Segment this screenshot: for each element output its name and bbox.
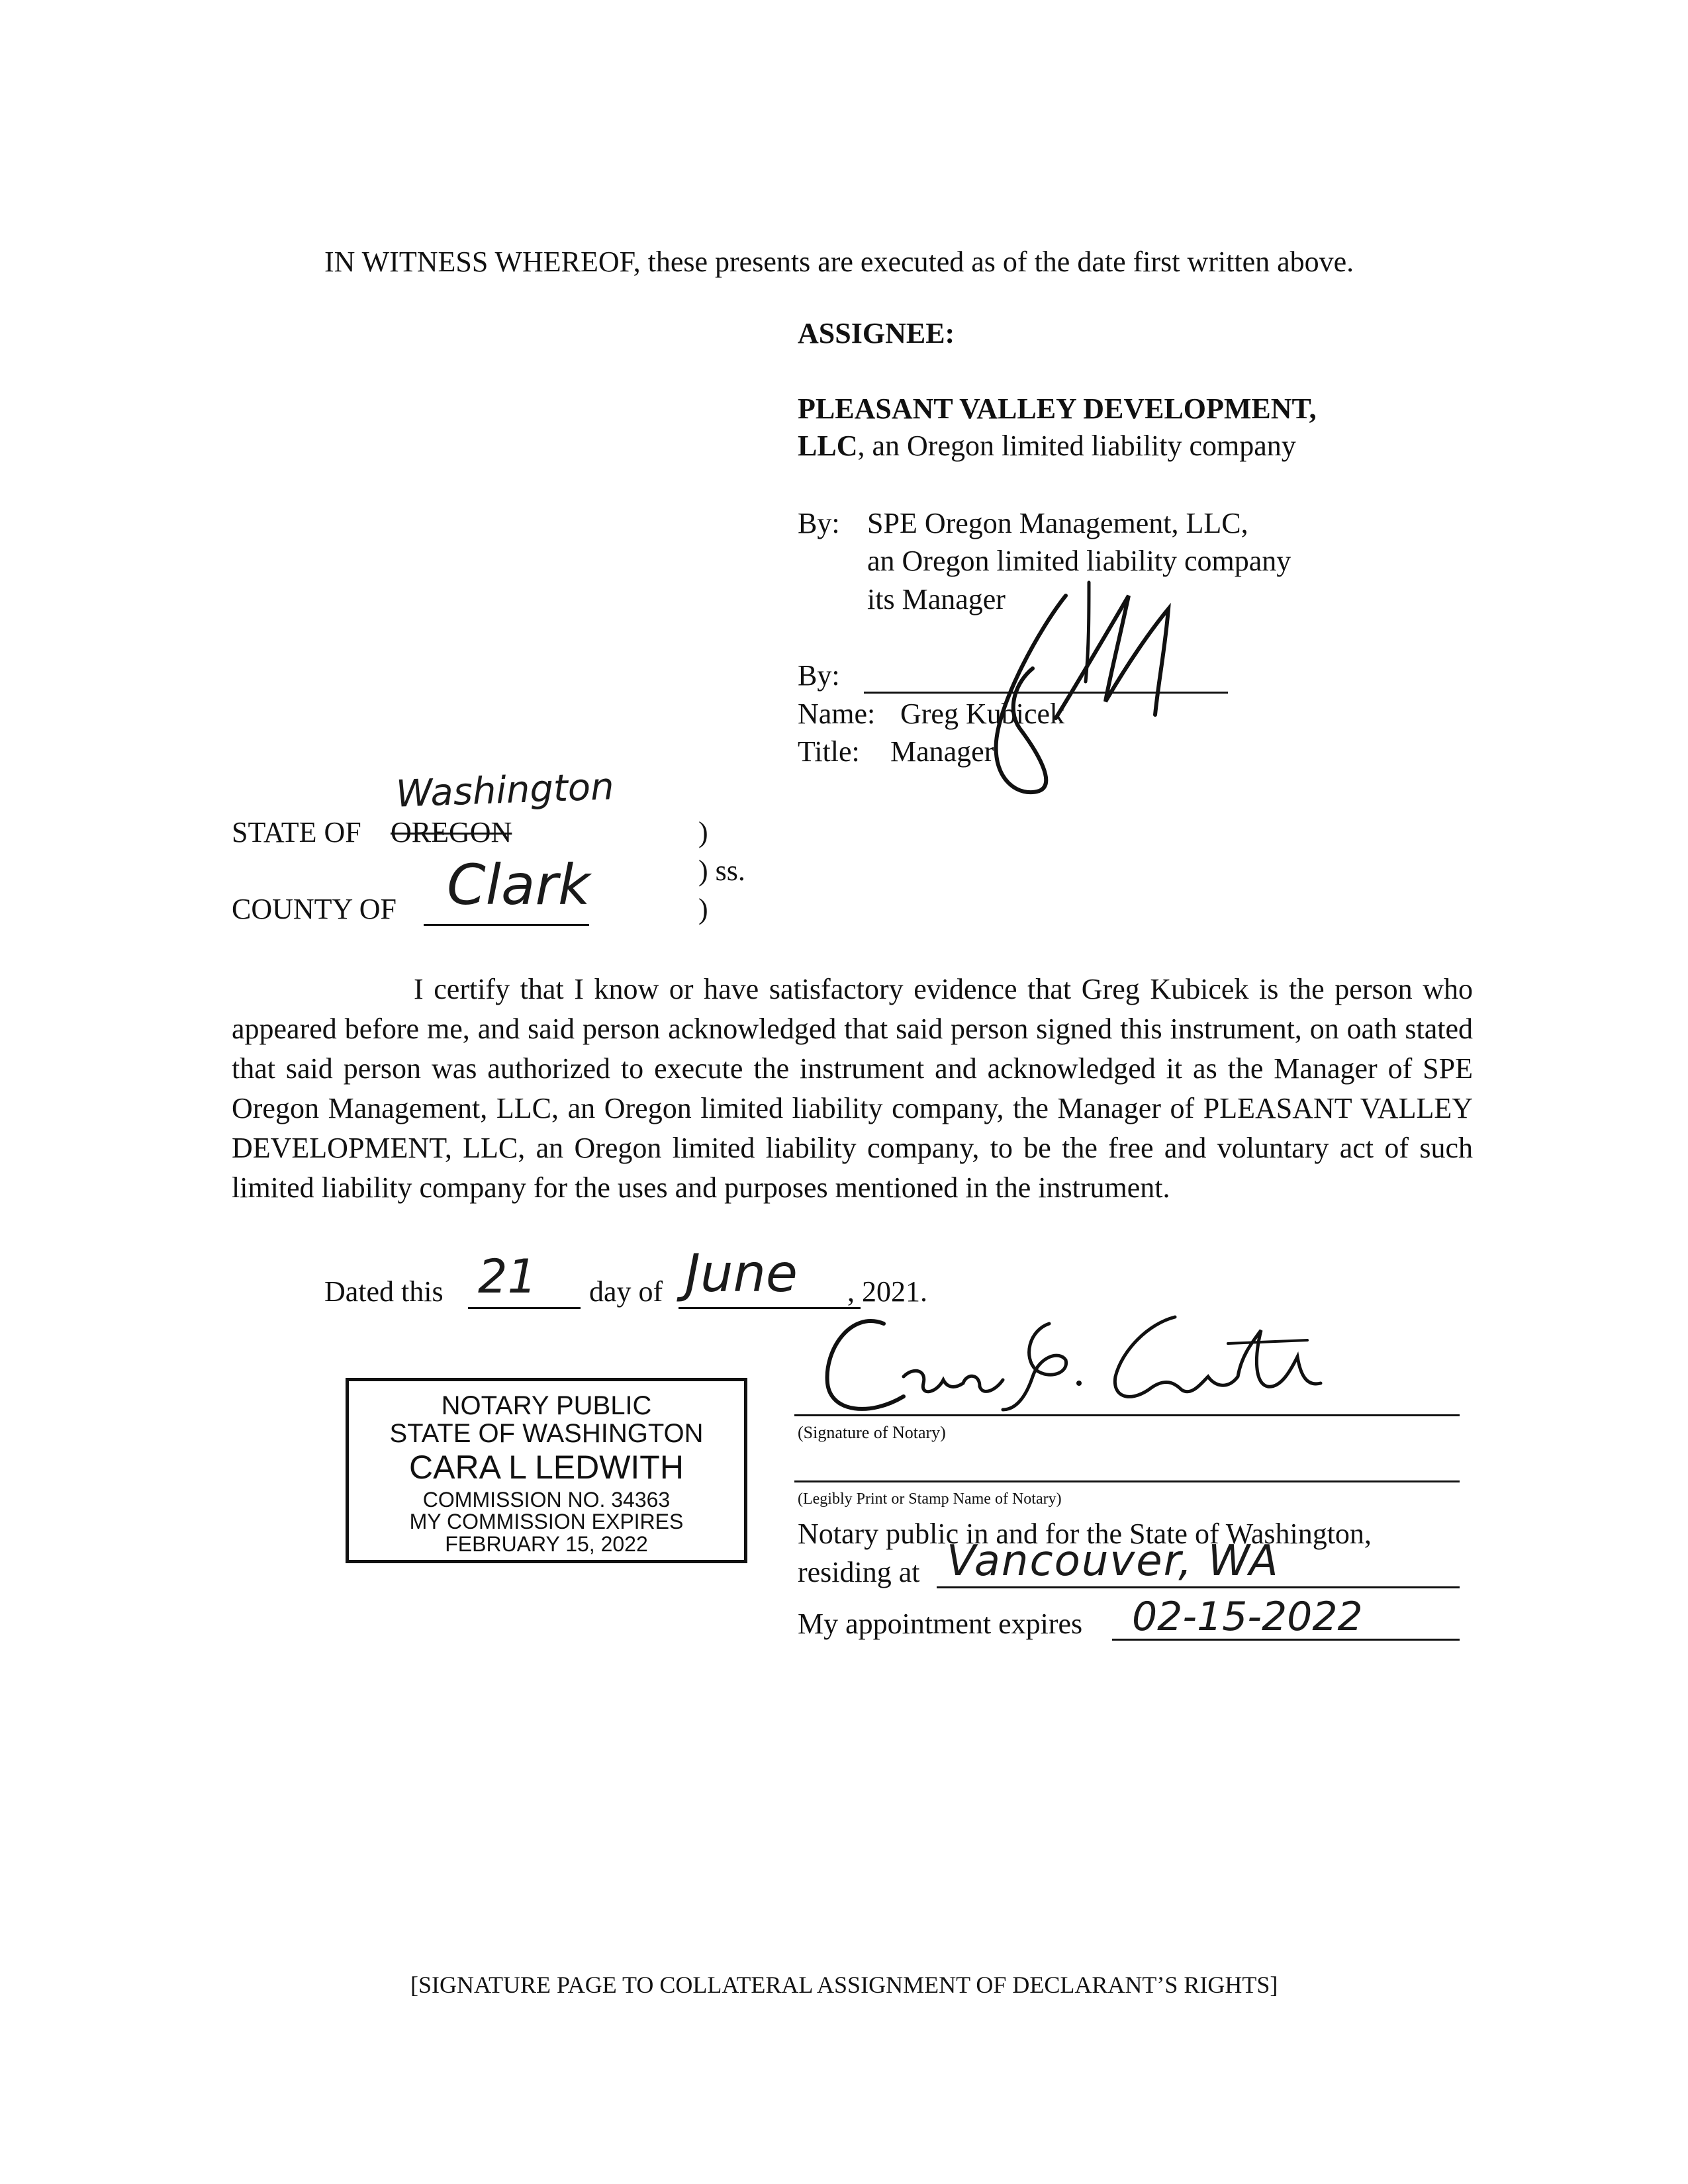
county-label: COUNTY OF	[232, 893, 397, 925]
manager-entity-name: SPE Oregon Management, LLC,	[867, 507, 1248, 539]
notary-signature-caption: (Signature of Notary)	[798, 1423, 946, 1442]
title-value: Manager	[890, 735, 994, 768]
residing-line	[937, 1586, 1460, 1588]
venue-paren-1: )	[698, 816, 708, 848]
dated-prefix: Dated this	[324, 1275, 444, 1308]
state-handwritten: Washington	[395, 765, 615, 816]
certification-paragraph: I certify that I know or have satisfactory evidence that Greg Kubicek is the person who appeared before me, and said person acknowledged that said person signed this instrument, on oath stated that said person was authorized to execute the instrument and acknowledged it as the Manager of SPE Oregon Management, LLC, an Oregon limited liability company, the Manager of PLEASANT VALLEY DEVELOPMENT, LLC, an Oregon limited liability company, to be the free and voluntary act of such limited liability company for the uses and purposes mentioned in the instrument.	[232, 973, 1473, 1204]
title-label: Title:	[798, 735, 860, 768]
stamp-state: STATE OF WASHINGTON	[389, 1419, 704, 1448]
manager-entity-type: an Oregon limited liability company	[867, 545, 1291, 577]
county-line	[424, 924, 589, 926]
state-label: STATE OF	[232, 816, 361, 848]
venue-paren-ss: ) ss.	[698, 854, 745, 887]
page-footer: [SIGNATURE PAGE TO COLLATERAL ASSIGNMENT OF DECLARANT’S RIGHTS]	[410, 1972, 1278, 1998]
stamp-title: NOTARY PUBLIC	[441, 1391, 652, 1420]
stamp-expires-date: FEBRUARY 15, 2022	[445, 1531, 648, 1556]
county-handwritten: Clark	[447, 852, 590, 917]
notary-print-name-line	[794, 1480, 1460, 1482]
notary-handwritten-signature	[804, 1304, 1334, 1433]
stamp-expires-label: MY COMMISSION EXPIRES	[409, 1510, 684, 1534]
dated-suffix: , 2021.	[847, 1275, 927, 1308]
appointment-label: My appointment expires	[798, 1608, 1083, 1640]
residing-handwritten: Vancouver, WA	[947, 1537, 1280, 1586]
dated-middle: day of	[589, 1275, 663, 1308]
assignee-company-description: LLC, an Oregon limited liability company	[798, 430, 1296, 462]
witness-clause: IN WITNESS WHEREOF, these presents are executed as of the date first written above.	[324, 246, 1354, 278]
dated-day-handwritten: 21	[478, 1250, 538, 1304]
manager-entity-role: its Manager	[867, 583, 1006, 615]
notary-stamp	[346, 1378, 747, 1563]
name-value: Greg Kubicek	[900, 698, 1065, 730]
stamp-commission-number: COMMISSION NO. 34363	[422, 1487, 671, 1512]
by-label: By:	[798, 507, 840, 539]
dated-day-line	[468, 1307, 581, 1309]
venue-paren-3: )	[698, 893, 708, 925]
assignee-company-name: PLEASANT VALLEY DEVELOPMENT,	[798, 392, 1317, 425]
dated-month-handwritten: June	[685, 1244, 798, 1304]
appointment-handwritten: 02-15-2022	[1132, 1594, 1363, 1640]
assignee-handwritten-signature	[940, 569, 1218, 811]
assignee-heading: ASSIGNEE:	[798, 317, 955, 349]
residing-label: residing at	[798, 1556, 920, 1588]
state-struck-text: OREGON	[391, 816, 512, 848]
by-signature-label: By:	[798, 659, 840, 692]
notary-signature-line	[794, 1414, 1460, 1416]
notary-public-line: Notary public in and for the State of Washington,	[798, 1518, 1372, 1550]
stamp-notary-name: CARA L LEDWITH	[409, 1449, 684, 1486]
notary-print-caption: (Legibly Print or Stamp Name of Notary)	[798, 1490, 1062, 1508]
name-label: Name:	[798, 698, 876, 730]
